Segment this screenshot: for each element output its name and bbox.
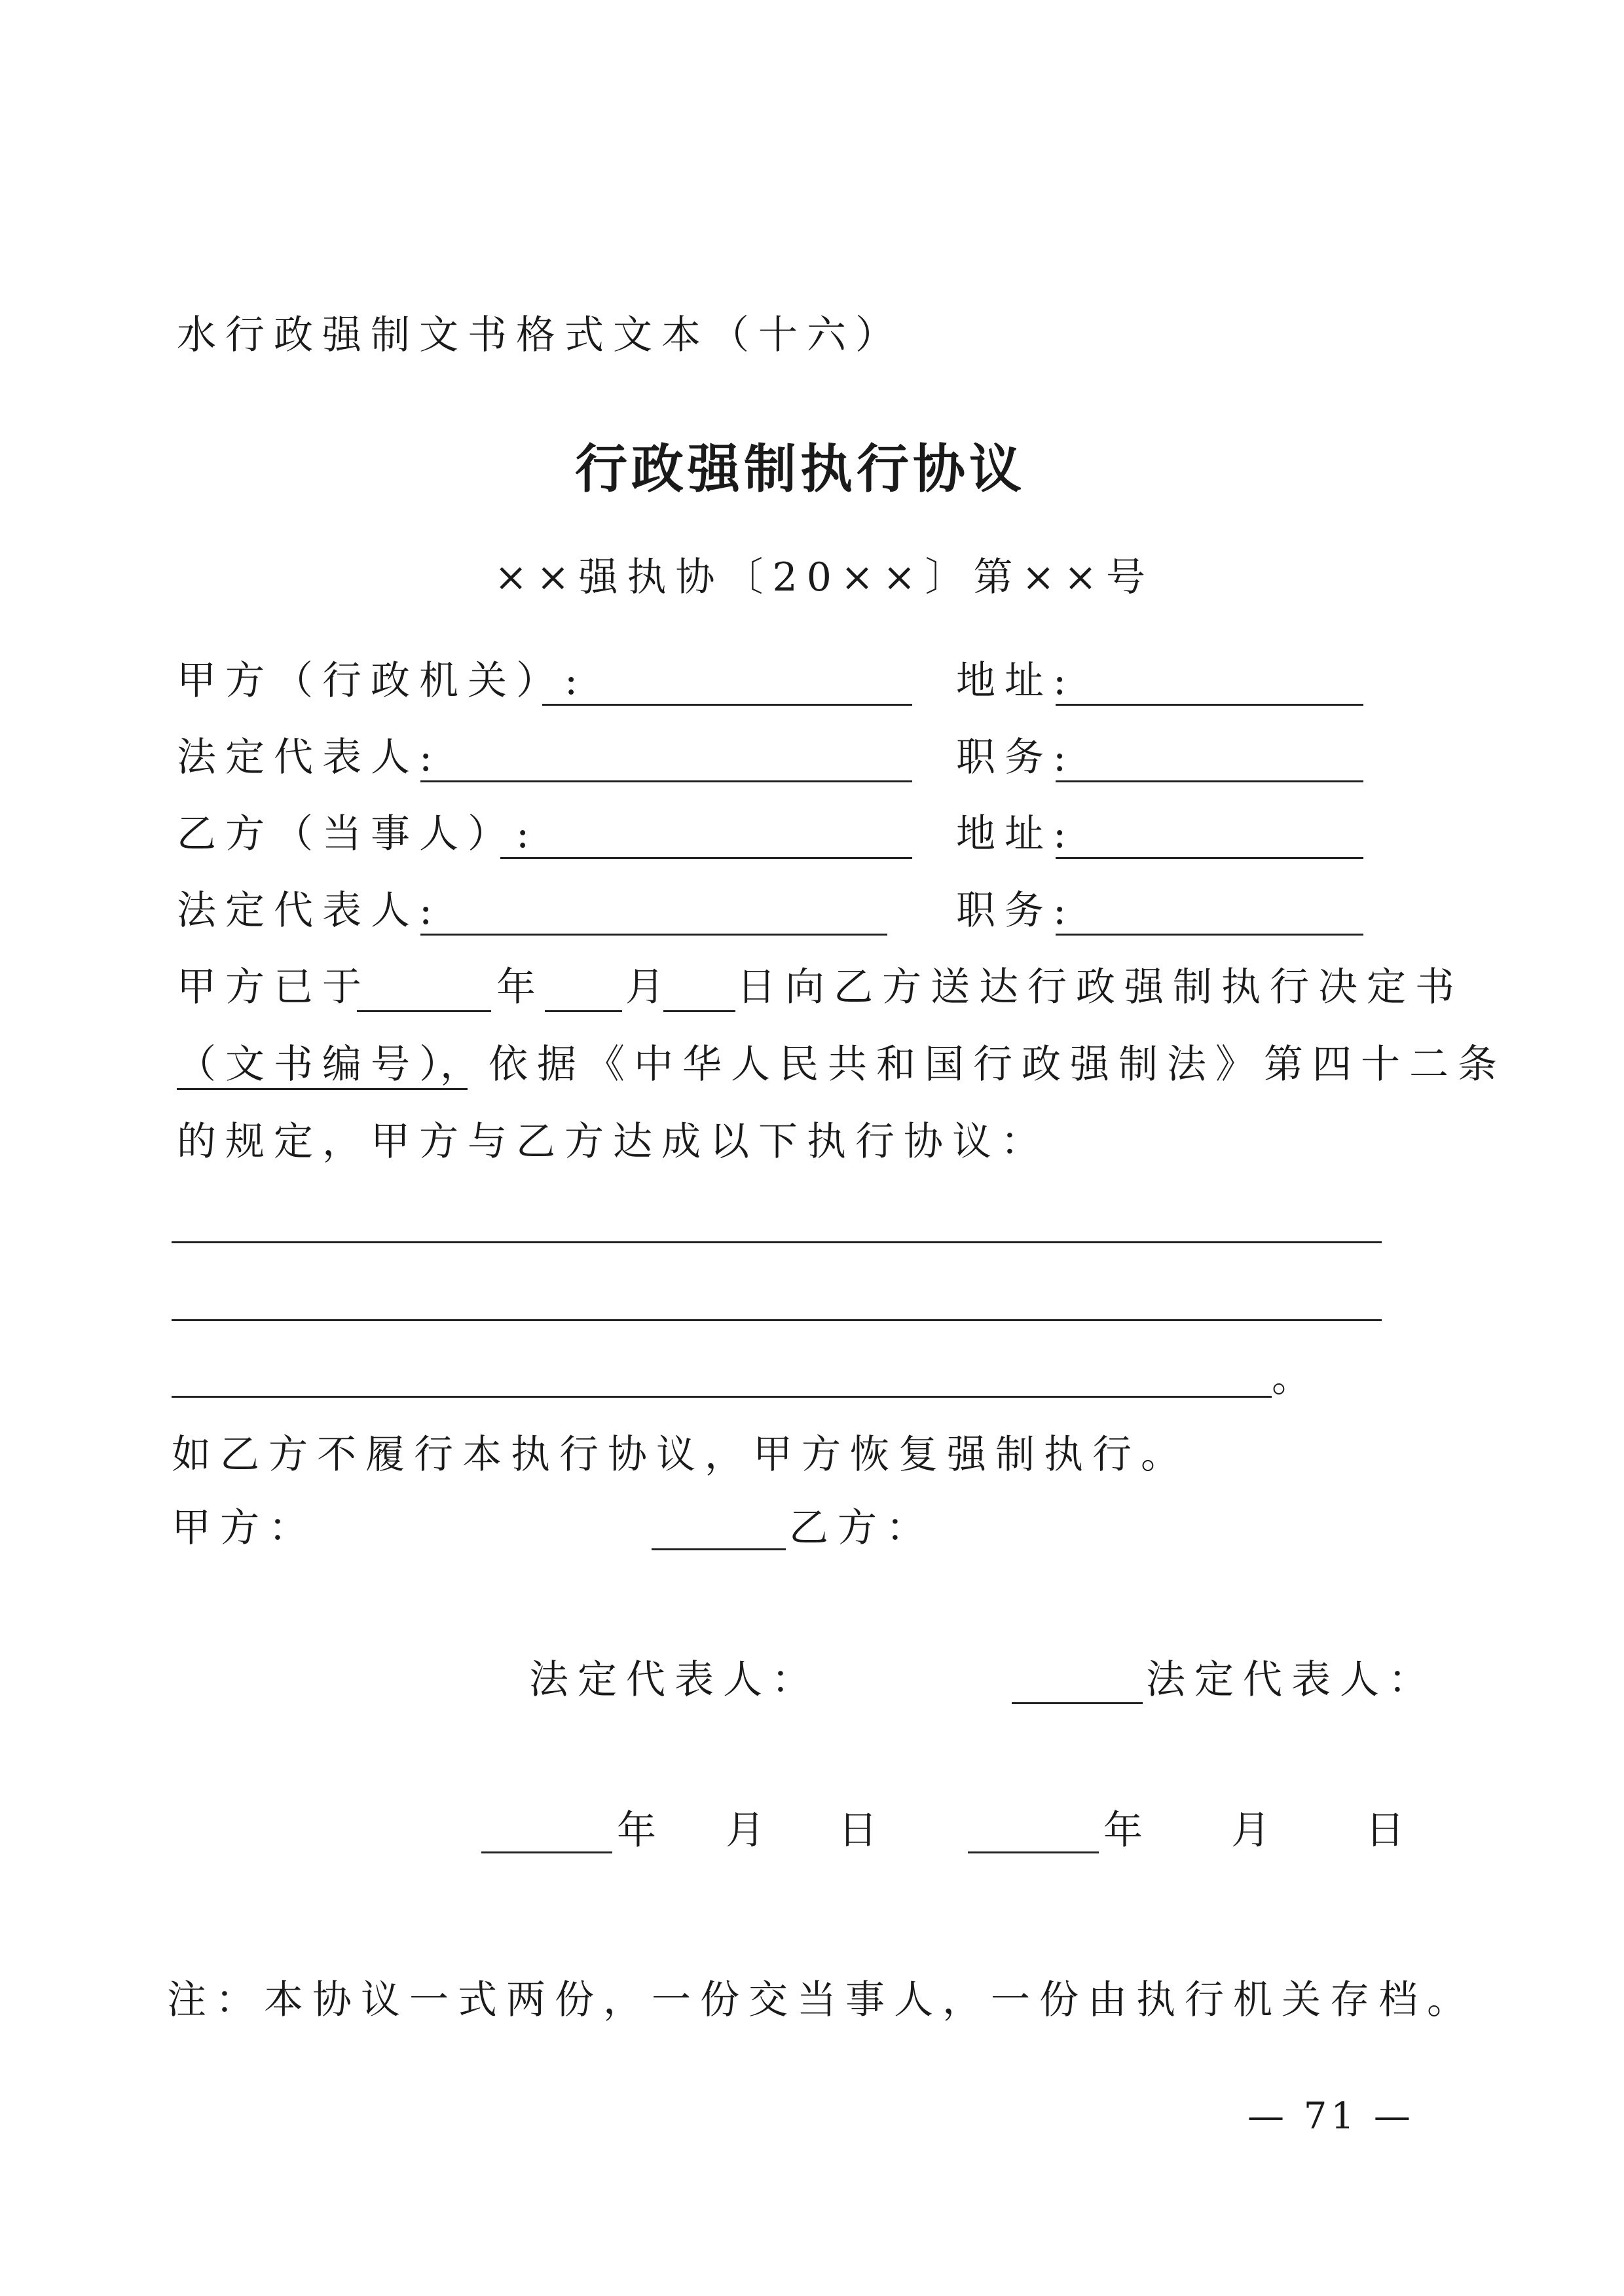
- address-label-a: 地址:: [956, 658, 1076, 704]
- page-number: — 71 —: [1247, 2095, 1414, 2138]
- legal-rep-a-field[interactable]: [420, 780, 912, 782]
- default-clause: 如乙方不履行本执行协议，甲方恢复强制执行。: [172, 1432, 1189, 1478]
- date-a-day-label: 日: [838, 1808, 887, 1853]
- signature-blank[interactable]: [652, 1548, 786, 1550]
- date-month-field[interactable]: [545, 1010, 622, 1012]
- date-a-month-label: 月: [726, 1808, 774, 1853]
- signature-party-a: 甲方：: [172, 1505, 317, 1551]
- position-a-field[interactable]: [1056, 780, 1363, 782]
- party-b-field[interactable]: [500, 857, 912, 859]
- signature-rep-b: 法定代表人：: [1146, 1657, 1437, 1703]
- document-title: 行政强制执行协议: [575, 438, 1025, 500]
- address-b-field[interactable]: [1056, 857, 1363, 859]
- body-line-2-suffix: ，依据《中华人民共和国行政强制法》第四十二条: [440, 1042, 1506, 1087]
- date-a-year-field[interactable]: [481, 1851, 612, 1853]
- date-a-year-label: 年: [617, 1808, 665, 1853]
- date-b-year-label: 年: [1103, 1808, 1152, 1853]
- legal-rep-label-b: 法定代表人:: [177, 888, 442, 934]
- date-year-field[interactable]: [357, 1010, 491, 1012]
- position-label-a: 职务:: [956, 735, 1076, 780]
- body-line-1-suffix: 日向乙方送达行政强制执行决定书: [737, 964, 1464, 1010]
- position-label-b: 职务:: [956, 888, 1076, 934]
- date-b-year-field[interactable]: [968, 1851, 1099, 1853]
- signature-rep-a: 法定代表人：: [529, 1657, 820, 1703]
- body-line-3: 的规定，甲方与乙方达成以下执行协议：: [177, 1119, 1049, 1165]
- legal-rep-b-field[interactable]: [420, 934, 887, 936]
- signature-rep-blank[interactable]: [1012, 1702, 1143, 1704]
- date-b-month-label: 月: [1231, 1808, 1280, 1853]
- agreement-line-1[interactable]: [172, 1241, 1382, 1243]
- date-b-day-label: 日: [1365, 1808, 1414, 1853]
- address-a-field[interactable]: [1056, 704, 1363, 706]
- date-day-field[interactable]: [663, 1010, 735, 1012]
- party-b-label: 乙方（当事人）:: [177, 811, 539, 857]
- document-reference: （文书编号）: [177, 1045, 468, 1090]
- agreement-end-mark: 。: [1272, 1355, 1320, 1401]
- party-a-label: 甲方（行政机关）:: [177, 658, 587, 704]
- legal-rep-label-a: 法定代表人:: [177, 735, 442, 780]
- agreement-line-3[interactable]: [172, 1396, 1272, 1398]
- body-year-label: 年: [496, 964, 545, 1010]
- address-label-b: 地址:: [956, 811, 1076, 857]
- position-b-field[interactable]: [1056, 934, 1363, 936]
- format-label: 水行政强制文书格式文本（十六）: [177, 312, 904, 358]
- document-number: ××强执协〔20××〕第××号: [494, 555, 1154, 600]
- agreement-line-2[interactable]: [172, 1319, 1382, 1321]
- body-line-1-prefix: 甲方已于: [177, 964, 371, 1010]
- party-a-field[interactable]: [542, 704, 912, 706]
- signature-party-b: 乙方：: [789, 1505, 934, 1551]
- body-month-label: 月: [625, 964, 674, 1010]
- archive-note: 注：本协议一式两份，一份交当事人，一份由执行机关存档。: [167, 1977, 1475, 2023]
